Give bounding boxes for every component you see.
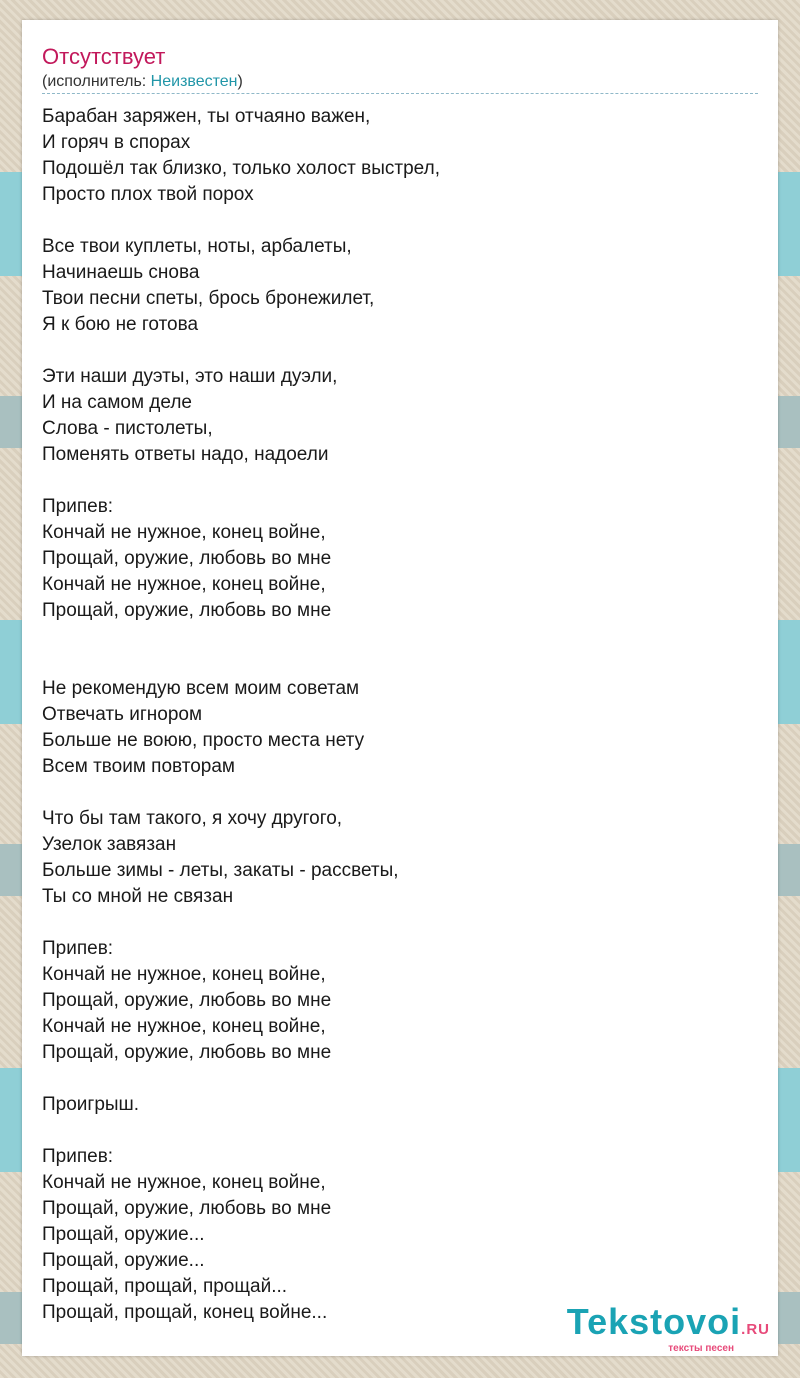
lyric-line: Не рекомендую всем моим советам [42, 678, 360, 699]
lyric-line: Просто плох твой порох [42, 184, 254, 205]
lyric-line: Прощай, оружие... [42, 1224, 205, 1245]
lyric-line: Прощай, оружие, любовь во мне [42, 600, 332, 621]
lyric-line: Прощай, оружие, любовь во мне [42, 1042, 332, 1063]
lyric-line: Припев: [42, 1146, 114, 1167]
lyric-line: Кончай не нужное, конец войне, [42, 1172, 326, 1193]
site-logo[interactable] [567, 1303, 770, 1354]
lyrics-card [22, 20, 778, 1356]
lyric-line: Припев: [42, 496, 114, 517]
stanza-gap [42, 780, 742, 806]
lyric-line: Проигрыш. [42, 1094, 140, 1115]
lyric-line: Узелок завязан [42, 834, 177, 855]
stanza-gap [42, 1066, 742, 1092]
stanza-gap [42, 338, 742, 364]
lyric-line: Твои песни спеты, брось бронежилет, [42, 288, 375, 309]
lyric-line: И на самом деле [42, 392, 192, 413]
stanza-gap [42, 1118, 742, 1144]
stanza-gap [42, 624, 742, 676]
lyric-line: Кончай не нужное, конец войне, [42, 1016, 326, 1037]
song-title: Отсутствует [42, 44, 166, 69]
artist-link[interactable]: Неизвестен [150, 73, 238, 90]
lyric-line: Кончай не нужное, конец войне, [42, 964, 326, 985]
lyric-line: Прощай, оружие, любовь во мне [42, 1198, 332, 1219]
lyric-line: Ты со мной не связан [42, 886, 234, 907]
logo-tagline: тексты песен [668, 1343, 734, 1354]
lyrics-text [42, 104, 742, 1326]
lyric-line: Кончай не нужное, конец войне, [42, 522, 326, 543]
stanza-gap [42, 208, 742, 234]
stanza-gap [42, 468, 742, 494]
header-divider [42, 93, 758, 94]
lyric-line: Кончай не нужное, конец войне, [42, 574, 326, 595]
stanza-gap [42, 910, 742, 936]
lyric-line: Начинаешь снова [42, 262, 200, 283]
lyric-line: Поменять ответы надо, надоели [42, 444, 329, 465]
lyric-line: Что бы там такого, я хочу другого, [42, 808, 343, 829]
lyric-line: Слова - пистолеты, [42, 418, 213, 439]
lyric-line: Больше не воюю, просто места нету [42, 730, 365, 751]
lyric-line: Эти наши дуэты, это наши дуэли, [42, 366, 338, 387]
lyric-line: Прощай, прощай, конец войне... [42, 1302, 328, 1323]
lyric-line: Прощай, прощай, прощай... [42, 1276, 288, 1297]
logo-domain: .RU [741, 1321, 770, 1338]
lyric-line: Отвечать игнором [42, 704, 203, 725]
lyric-line: И горяч в спорах [42, 132, 191, 153]
lyric-line: Прощай, оружие, любовь во мне [42, 548, 332, 569]
lyric-line: Я к бою не готова [42, 314, 199, 335]
lyric-line: Прощай, оружие, любовь во мне [42, 990, 332, 1011]
logo-text: Tekstovoi [566, 1301, 742, 1342]
lyric-line: Больше зимы - леты, закаты - рассветы, [42, 860, 399, 881]
artist-prefix: (исполнитель: [42, 73, 151, 90]
lyric-line: Припев: [42, 938, 114, 959]
lyric-line: Всем твоим повторам [42, 756, 235, 777]
lyric-line: Подошёл так близко, только холост выстрел, [42, 158, 440, 179]
lyric-line: Все твои куплеты, ноты, арбалеты, [42, 236, 352, 257]
artist-suffix: ) [237, 73, 243, 90]
lyric-line: Барабан заряжен, ты отчаяно важен, [42, 106, 371, 127]
lyric-line: Прощай, оружие... [42, 1250, 205, 1271]
artist-line [42, 72, 243, 92]
